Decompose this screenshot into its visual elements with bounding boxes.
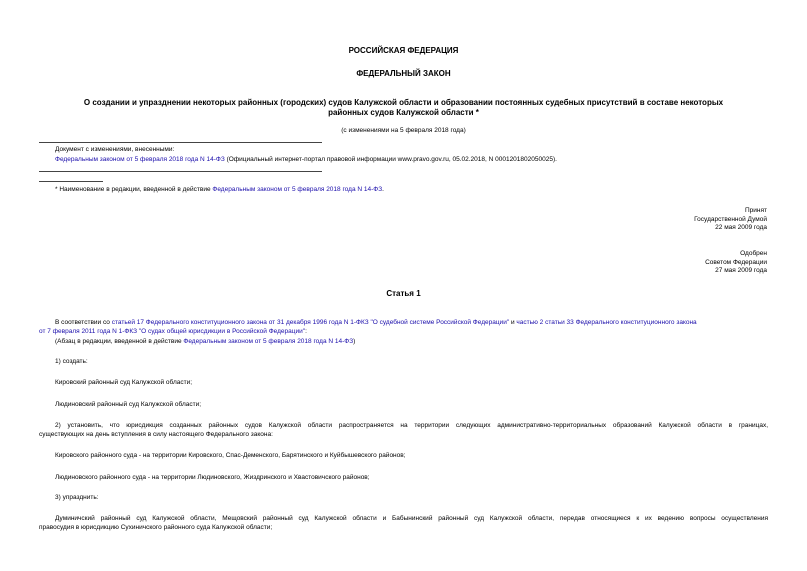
adoption-accepted-body: Государственной Думой — [694, 215, 767, 223]
article-heading: Статья 1 — [386, 289, 421, 298]
article-p1-note-link[interactable]: Федеральным законом от 5 февраля 2018 года N 14-ФЗ — [183, 338, 354, 345]
abolish-paragraph — [39, 515, 768, 532]
court-kirov: Кировский районный суд Калужской области; — [55, 379, 193, 386]
adoption-approved-date: 27 мая 2009 года — [715, 267, 767, 274]
jurisdiction-kirov: Кировского районного суда - на территории Кировского, Спас-Деменского, Барятинского и Куйбышевского районов; — [55, 452, 406, 459]
item-2-line2: существующих на день вступления в силу настоящего Федерального закона: — [39, 430, 273, 438]
footnote — [55, 186, 384, 194]
changes-line — [55, 156, 557, 164]
article-p1-note-prefix: (Абзац в редакции, введенной в действие — [55, 338, 184, 345]
article-p1-note — [55, 338, 355, 346]
document-title-line1: О создании и упразднении некоторых районных (городских) судов Калужской области и образовании постоянных судебных присутствий в составе некоторых — [83, 98, 724, 107]
article-17-link[interactable]: статьей 17 Федерального конституционного закона от 31 декабря 1996 года N 1-ФКЗ "О судебной системе Российской Федерации" — [111, 319, 510, 326]
item-2-line1: 2) установить, что юрисдикция созданных районных судов Калужской области распространяется на территории следующих административно-территориальных образований Калужской области в границах, — [55, 422, 768, 429]
document-title-line2: районных судов Калужской области * — [328, 108, 479, 117]
adoption-approved-body: Советом Федерации — [705, 258, 767, 266]
article-33-link-cont[interactable]: от 7 февраля 2011 года N 1-ФКЗ "О судах общей юрисдикции в Российской Федерации" — [39, 328, 306, 335]
jurisdiction-lyudinovo: Людиновского районного суда - на территории Людиновского, Жиздринского и Хвастовичского районов; — [55, 474, 370, 481]
court-lyudinovo: Людиновский районный суд Калужской области; — [55, 401, 202, 408]
divider-top — [39, 142, 322, 143]
footnote-law-link[interactable]: Федеральным законом от 5 февраля 2018 года N 14-ФЗ — [212, 186, 383, 193]
edition-note: (с изменениями на 5 февраля 2018 года) — [341, 127, 466, 134]
article-p1-text1: В соответствии со — [55, 319, 112, 326]
article-p1-text2: и — [509, 319, 517, 326]
item-3: 3) упразднить: — [55, 494, 99, 501]
article-p1-line2 — [39, 328, 307, 336]
law-type-heading: ФЕДЕРАЛЬНЫЙ ЗАКОН — [356, 69, 451, 78]
item-2 — [39, 422, 768, 439]
footnote-suffix: . — [382, 186, 384, 193]
changes-source: (Официальный интернет-портал правовой информации www.pravo.gov.ru, 05.02.2018, N 0001201802050025). — [224, 156, 557, 163]
article-33-link[interactable]: частью 2 статьи 33 Федерального конституционного закона — [516, 319, 697, 326]
item-1: 1) создать: — [55, 358, 88, 365]
footnote-prefix: * Наименование в редакции, введенной в действие — [55, 186, 213, 193]
adoption-council — [705, 250, 767, 276]
article-p1-line1 — [55, 319, 697, 327]
adoption-accepted-date: 22 мая 2009 года — [715, 224, 767, 231]
abolish-line1: Думиничский районный суд Калужской области, Мещовский районный суд Калужской области и Бабынинский районный суд Калужской области, передав относящиеся к их ведению вопросы осуществления — [55, 515, 768, 522]
article-p1-note-suffix: ) — [353, 338, 356, 345]
adoption-accepted-label: Принят — [744, 207, 767, 214]
adoption-approved-label: Одобрен — [740, 250, 767, 257]
article-p1-text3: : — [305, 328, 307, 335]
country-heading: РОССИЙСКАЯ ФЕДЕРАЦИЯ — [348, 46, 459, 55]
changes-intro: Документ с изменениями, внесенными: — [55, 146, 175, 153]
divider-bottom — [39, 171, 322, 172]
changes-law-link[interactable]: Федеральным законом от 5 февраля 2018 года N 14-ФЗ — [55, 156, 225, 163]
abolish-line2: правосудия в юрисдикцию Сухиничского районного суда Калужской области; — [39, 523, 273, 531]
footnote-divider — [39, 181, 103, 182]
adoption-duma — [694, 207, 767, 233]
